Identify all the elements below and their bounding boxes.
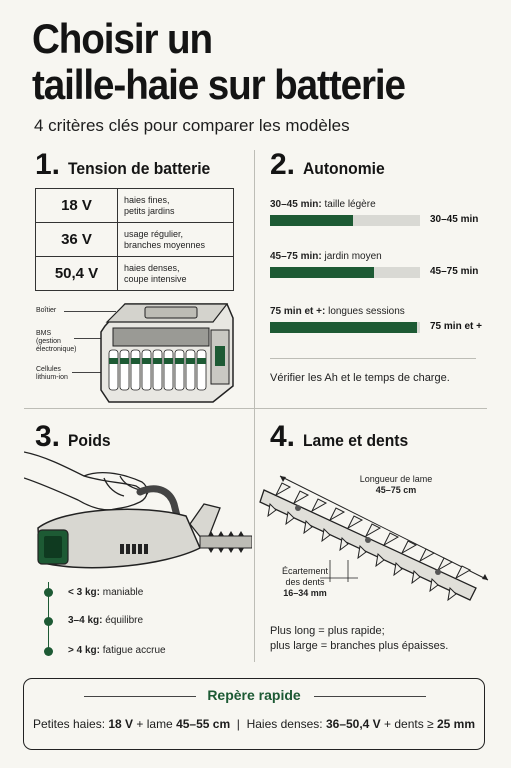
voltage-description: haies fines, petits jardins bbox=[118, 189, 234, 223]
title-line-1: Choisir un bbox=[32, 15, 213, 62]
autonomy-value: 75 min et + bbox=[430, 321, 482, 332]
weight-dot bbox=[44, 588, 53, 597]
quick-reference-title: Repère rapide bbox=[207, 687, 301, 703]
table-row bbox=[36, 257, 234, 291]
autonomy-label: 45–75 min: jardin moyen bbox=[270, 251, 382, 262]
title-rule-right bbox=[314, 696, 426, 697]
vertical-divider bbox=[254, 150, 255, 662]
voltage-value: 50,4 V bbox=[36, 257, 118, 291]
blade-length-label: Longueur de lame 45–75 cm bbox=[359, 474, 433, 495]
title-line-2: taille-haie sur batterie bbox=[32, 61, 405, 108]
autonomy-bar-fill bbox=[270, 215, 353, 226]
teeth-spacing-label: Écartement des dents 16–34 mm bbox=[281, 566, 329, 598]
section-number: 1. bbox=[35, 148, 61, 181]
label-boitier: Boîtier bbox=[36, 307, 57, 314]
voltage-value: 36 V bbox=[36, 223, 118, 257]
battery-illustration bbox=[95, 298, 237, 404]
quick-reference-text: Petites haies: 18 V + lame 45–55 cm | Haies denses: 36–50,4 V + dents ≥ 25 mm bbox=[32, 717, 476, 731]
section-number: 2. bbox=[270, 148, 296, 181]
autonomy-divider bbox=[270, 358, 476, 359]
quick-reference-box bbox=[23, 678, 485, 750]
autonomy-bar bbox=[270, 322, 420, 333]
voltage-description: usage régulier, branches moyennes bbox=[118, 223, 234, 257]
section-title: Lame et dents bbox=[303, 431, 409, 450]
table-row bbox=[36, 223, 234, 257]
section-autonomie-header bbox=[270, 148, 392, 182]
section-tension-header bbox=[35, 148, 223, 182]
autonomy-value: 45–75 min bbox=[430, 266, 479, 277]
voltage-table bbox=[35, 188, 234, 291]
section-number: 4. bbox=[270, 420, 296, 453]
autonomy-note: Vérifier les Ah et le temps de charge. bbox=[270, 372, 450, 384]
blade-advice: Plus long = plus rapide; plus large = branches plus épaisses. bbox=[270, 625, 449, 652]
autonomy-bar-fill bbox=[270, 322, 417, 333]
autonomy-label: 75 min et +: longues sessions bbox=[270, 306, 405, 317]
section-lame-header bbox=[270, 420, 417, 454]
horizontal-divider bbox=[24, 408, 487, 409]
autonomy-bar bbox=[270, 267, 420, 278]
section-title: Tension de batterie bbox=[68, 159, 211, 178]
section-title: Autonomie bbox=[303, 159, 385, 178]
voltage-value: 18 V bbox=[36, 189, 118, 223]
weight-item: 3–4 kg: équilibre bbox=[68, 615, 144, 626]
weight-item: > 4 kg: fatigue accrue bbox=[68, 645, 166, 656]
label-cells: Cellules lithium-ion bbox=[36, 366, 68, 381]
autonomy-bar-fill bbox=[270, 267, 374, 278]
autonomy-row bbox=[270, 306, 485, 332]
autonomy-bar bbox=[270, 215, 420, 226]
voltage-description: haies denses, coupe intensive bbox=[118, 257, 234, 291]
weight-dot bbox=[44, 617, 53, 626]
label-bms: BMS (gestion électronique) bbox=[36, 330, 77, 353]
weight-item: < 3 kg: maniable bbox=[68, 587, 144, 598]
autonomy-row bbox=[270, 251, 485, 277]
autonomy-row bbox=[270, 199, 485, 225]
autonomy-label: 30–45 min: taille légère bbox=[270, 199, 376, 210]
page-subtitle: 4 critères clés pour comparer les modèles bbox=[34, 116, 350, 135]
section-title: Poids bbox=[68, 431, 111, 450]
table-row bbox=[36, 189, 234, 223]
weight-dot bbox=[44, 647, 53, 656]
autonomy-value: 30–45 min bbox=[430, 214, 479, 225]
section-number: 3. bbox=[35, 420, 61, 453]
page-title bbox=[32, 16, 405, 108]
hedge-trimmer-illustration bbox=[24, 448, 252, 580]
